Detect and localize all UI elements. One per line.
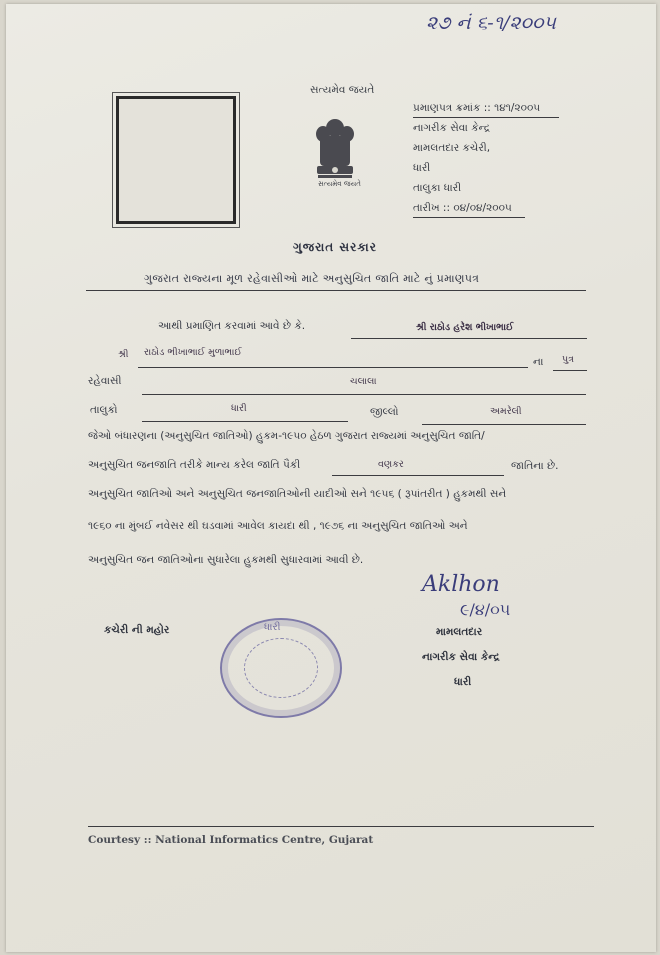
signatory-department: નાગરીક સેવા કેન્દ્ર [422,651,500,663]
handwritten-reference: ૨૭ નં ૬-૧/૨૦૦૫ [426,12,556,34]
office-line-1: નાગરીક સેવા કેન્દ્ર [413,122,491,134]
paragraph-line-2a: અનુસુચિત જનજાતિ તરીકે માન્ય કરેલ જાતિ પૈકી [88,459,301,471]
motto-text: સત્યમેવ જયતે [310,84,375,96]
photo-placeholder [116,96,236,224]
paragraph-line-3: અનુસુચિત જાતિઓ અને અનુસુચિત જનજાતિઓની યાદીઓ સને ૧૯૫૬ ( રૂપાંતરીત ) હુકમથી સને [88,488,507,500]
resident-village: ચલાલા [350,376,377,387]
office-line-2: મામલતદાર કચેરી, [413,142,491,154]
caste-value: વણકર [378,459,404,470]
seal-label: કચેરી ની મહોર [104,624,170,636]
paragraph-line-5: અનુસુચિત જન જાતિઓના સુધારેલા હુકમથી સુધારવામાં આવી છે. [88,554,364,566]
na-text: ના [533,356,544,368]
government-title: ગુજરાત સરકાર [293,240,377,254]
district-value: અમરેલી [490,406,522,417]
paragraph-line-2b: જાતિના છે. [511,460,559,472]
shri-prefix: શ્રી [118,349,129,360]
footer-courtesy: Courtesy :: National Informatics Centre, Gujarat [88,834,374,846]
office-line-3: ધારી [413,162,431,174]
district-label: જીલ્લો [370,406,399,418]
certificate-number: પ્રમાણપત્ર ક્રમાંક :: ૧૪૧/૨૦૦૫ [413,102,541,114]
certificate-title: ગુજરાત રાજ્યના મૂળ રહેવાસીઓ માટે અનુસુચિત જાતિ માટે નું પ્રમાણપત્ર [144,272,480,285]
paragraph-line-1: જેઓ બંધારણના (અનુસુચિત જાતિઓ) હુકમ-૧૯૫૦ હેઠળ ગુજરાત રાજ્યમાં અનુસુચિત જાતિ/ [88,430,485,442]
seal-text: ધારી [264,622,281,633]
certificate-page [6,4,656,952]
resident-label: રહેવાસી [88,375,122,387]
taluka-label: તાલુકો [90,404,118,416]
emblem-caption: સત્યમેવ જયતે [318,180,361,188]
taluka-value: ધારી [231,403,247,414]
certificate-date: તારીખ :: ૦૪/૦૪/૨૦૦૫ [413,202,512,214]
father-name: રાઠોડ ભીખાભાઈ મુળાભાઈ [144,347,242,358]
paragraph-line-4: ૧૯૬૦ ના મુંબઈ નવેસર થી ઘડવામાં આવેલ કાયદા થી , ૧૯૭૬ ના અનુસુચિત જાતિઓ અને [88,520,468,532]
signatory-place: ધારી [454,676,472,688]
signatory-title: મામલતદાર [436,626,483,638]
office-seal-stamp [220,618,342,718]
signature-date: ૯/૪/૦૫ [460,600,511,619]
intro-text: આથી પ્રમાણિત કરવામાં આવે છે કે. [158,320,306,332]
relation-putra: પુત્ર [562,354,575,365]
signature: Aklhon [422,572,500,597]
candidate-name: શ્રી રાઠોડ હરેશ ભીખાભાઈ [416,322,514,333]
office-line-4: તાલુકા ધારી [413,182,462,194]
